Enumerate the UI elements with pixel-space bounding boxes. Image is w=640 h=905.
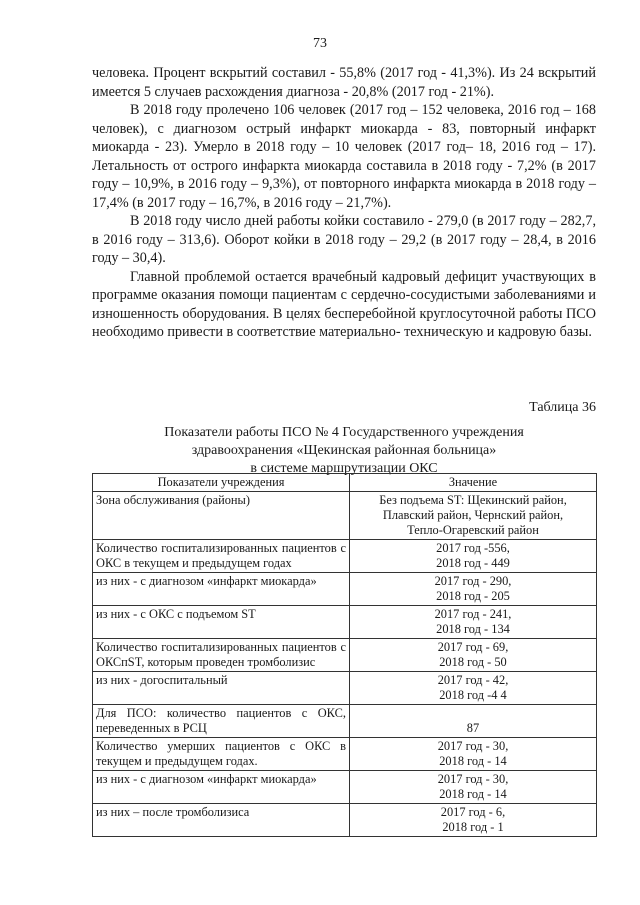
table-title-line: Показатели работы ПСО № 4 Государственного учреждения bbox=[164, 425, 524, 440]
value-line: 2017 год - 69, bbox=[437, 640, 509, 654]
paragraph: человека. Процент вскрытий составил - 55,8% (2017 год - 41,3%). Из 24 вскрытий имеется 5 случаев расхождения диагноза - 20,8% (2017 год - 21%). bbox=[92, 65, 596, 100]
page-number: 73 bbox=[313, 36, 327, 51]
value-cell bbox=[350, 639, 597, 672]
value-line: 2017 год - 42, bbox=[437, 673, 509, 687]
value-line: 2018 год - 1 bbox=[442, 820, 504, 834]
value-line: 2017 год - 30, bbox=[437, 739, 509, 753]
value-line: Без подъема ST: Щекинский район, bbox=[379, 493, 567, 507]
value-cell bbox=[350, 540, 597, 573]
table-row bbox=[93, 705, 597, 738]
table-row bbox=[93, 606, 597, 639]
value-cell bbox=[350, 771, 597, 804]
indicator-cell: Для ПСО: количество пациентов с ОКС, переведенных в РСЦ bbox=[93, 705, 350, 738]
value-line: 2017 год - 290, bbox=[434, 574, 512, 588]
header-value: Значение bbox=[350, 474, 597, 492]
value-line: 2018 год - 449 bbox=[436, 556, 510, 570]
indicator-cell: Количество госпитализированных пациентов с ОКС в текущем и предыдущем годах bbox=[93, 540, 350, 573]
value-line: 2018 год - 134 bbox=[436, 622, 510, 636]
indicator-cell: из них - с ОКС с подъемом ST bbox=[93, 606, 350, 639]
table-header-row bbox=[93, 474, 597, 492]
paragraph: В 2018 году пролечено 106 человек (2017 год – 152 человека, 2016 год – 168 человек), с диагнозом острый инфаркт миокарда - 83, повторный инфаркт миокарда - 23). Умерло в 2018 году – 10 человек (2017 год– 18, 2016 год – 17). Летальность от острого инфаркта миокарда составила в 2018 году - 7,2% (в 2017 году – 10,9%, в 2016 году – 9,3%), от повторного инфаркта миокарда в 2018 году – 17,4% (в 2017 году – 16,7%, в 2016 году – 21,7%). bbox=[92, 102, 596, 211]
paragraph: Главной проблемой остается врачебный кадровый дефицит участвующих в программе оказания помощи пациентам с сердечно-сосудистыми заболеваниями и изношенность оборудования. В целях бесперебойной круглосуточной работы ПСО необходимо привести в соответствие материально- техническую и кадровую базы. bbox=[92, 268, 596, 340]
value-line: 2017 год - 6, bbox=[440, 805, 506, 819]
indicator-cell: из них - с диагнозом «инфаркт миокарда» bbox=[93, 573, 350, 606]
table-row bbox=[93, 804, 597, 837]
value-cell bbox=[350, 606, 597, 639]
table-row bbox=[93, 771, 597, 804]
indicator-cell: Количество умерших пациентов с ОКС в текущем и предыдущем годах. bbox=[93, 738, 350, 771]
header-indicators: Показатели учреждения bbox=[93, 474, 350, 492]
value-cell bbox=[350, 492, 597, 540]
value-line: 2017 год - 241, bbox=[434, 607, 512, 621]
value-cell bbox=[350, 738, 597, 771]
value-line: Плавский район, Чернский район, bbox=[382, 508, 564, 522]
value-cell bbox=[350, 705, 597, 738]
value-line: Тепло-Огаревский район bbox=[407, 523, 539, 537]
table-row bbox=[93, 639, 597, 672]
table-row bbox=[93, 540, 597, 573]
value-cell bbox=[350, 672, 597, 705]
indicators-table bbox=[92, 473, 597, 837]
value-line: 2018 год - 50 bbox=[439, 655, 507, 669]
value-line: 2018 год - 205 bbox=[436, 589, 510, 603]
value-line: 2018 год - 14 bbox=[439, 787, 507, 801]
table-label: Таблица 36 bbox=[529, 400, 596, 415]
value-cell bbox=[350, 804, 597, 837]
value-line: 2017 год -556, bbox=[436, 541, 510, 555]
body-text bbox=[92, 64, 596, 342]
indicator-cell: из них - догоспитальный bbox=[93, 672, 350, 705]
table-title bbox=[92, 400, 596, 478]
indicator-cell: из них - с диагнозом «инфаркт миокарда» bbox=[93, 771, 350, 804]
indicator-cell: из них – после тромболизиса bbox=[93, 804, 350, 837]
table-row bbox=[93, 672, 597, 705]
table-body bbox=[93, 492, 597, 837]
table-row bbox=[93, 573, 597, 606]
value-line: 87 bbox=[466, 721, 480, 735]
value-line: 2017 год - 30, bbox=[437, 772, 509, 786]
table-title-line: в системе маршрутизации ОКС bbox=[250, 461, 438, 476]
value-cell bbox=[350, 573, 597, 606]
indicator-cell: Количество госпитализированных пациентов с ОКСпST, которым проведен тромболизис bbox=[93, 639, 350, 672]
indicator-cell: Зона обслуживания (районы) bbox=[93, 492, 350, 540]
table-row bbox=[93, 738, 597, 771]
value-line: 2018 год -4 4 bbox=[439, 688, 507, 702]
paragraph: В 2018 году число дней работы койки составило - 279,0 (в 2017 году – 282,7, в 2016 году – 313,6). Оборот койки в 2018 году – 29,2 (в 2017 году – 28,4, в 2016 году – 30,4). bbox=[92, 213, 596, 266]
table-row bbox=[93, 492, 597, 540]
table-title-line: здравоохранения «Щекинская районная больница» bbox=[191, 443, 497, 458]
value-line: 2018 год - 14 bbox=[439, 754, 507, 768]
